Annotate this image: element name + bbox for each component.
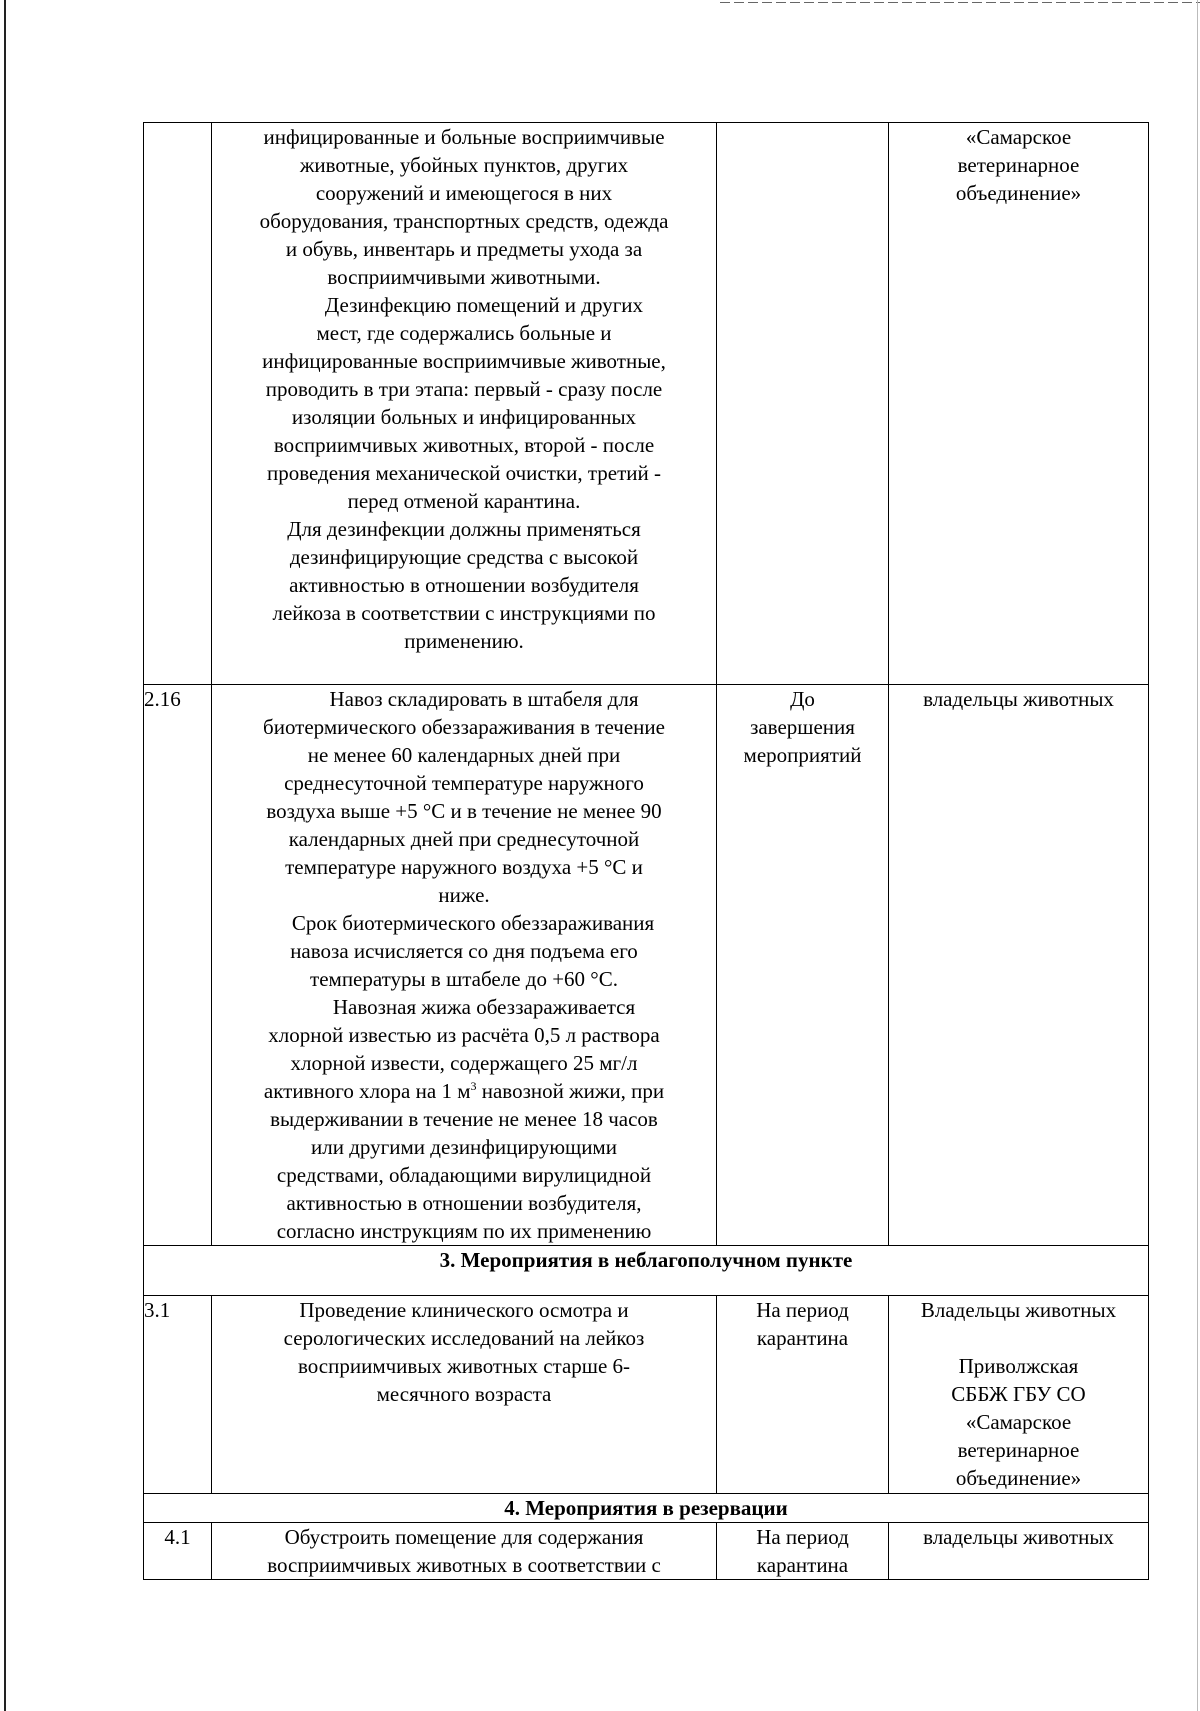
description-paragraph: Дезинфекцию помещений и других мест, где содержались больные и инфицированные восприимчивые животные, проводить в три этапа: первый - сразу после изоляции больных и инфицированных восприимчивых животных, второй - после проведения механической очистки, третий - перед отменой карантина. <box>262 293 666 513</box>
row-term: На период карантина <box>717 1296 889 1494</box>
section-heading-row <box>144 1246 1149 1296</box>
row-description <box>212 685 717 1246</box>
row-term: До завершения мероприятий <box>717 685 889 1246</box>
scan-edge-top <box>720 2 1200 3</box>
description-paragraph: Срок биотермического обеззараживания навоза исчисляется со дня подъема его температуры в штабеле до +60 °С. <box>290 911 655 991</box>
row-responsible: «Самарское ветеринарное объединение» <box>889 123 1149 685</box>
row-term <box>717 123 889 685</box>
table-row <box>144 123 1149 685</box>
row-number: 3.1 <box>144 1296 212 1494</box>
description-paragraph: инфицированные и больные восприимчивые животные, убойных пунктов, других сооружений и имеющегося в них оборудования, транспортных средств, одежда и обувь, инвентарь и предметы ухода за восприимчивыми животными. <box>259 125 669 289</box>
superscript-unit: 3 <box>470 1079 477 1093</box>
row-responsible: Владельцы животных Приволжская СББЖ ГБУ СО «Самарское ветеринарное объединение» <box>889 1296 1149 1494</box>
row-number <box>144 123 212 685</box>
description-paragraph: Навоз складировать в штабеля для биотермического обеззараживания в течение не менее 60 календарных дней при среднесуточной температуре наружного воздуха выше +5 °С и в течение не менее 90 календарных дней при среднесуточной температуре наружного воздуха +5 °С и ниже. <box>263 687 665 907</box>
table-row <box>144 685 1149 1246</box>
row-description: Обустроить помещение для содержания восприимчивых животных в соответствии с <box>212 1523 717 1580</box>
row-number: 2.16 <box>144 685 212 1246</box>
table-row <box>144 1523 1149 1580</box>
row-number: 4.1 <box>144 1523 212 1580</box>
scan-edge-left <box>4 0 6 1711</box>
row-description <box>212 123 717 685</box>
scan-edge-right <box>1197 0 1198 1711</box>
description-paragraph: Для дезинфекции должны применяться дезинфицирующие средства с высокой активностью в отношении возбудителя лейкоза в соответствии с инструкциями по применению. <box>272 517 656 653</box>
description-line-with-superscript: активного хлора на 1 $м^3$ навозной жижи, при выдерживании в течение не менее 18 часов или другими дезинфицирующими средствами, обладающими вирулицидной активностью в отношении возбудителя, согласно инструкциям по их применению <box>263 1079 665 1243</box>
section-title: 4. Мероприятия в резервации <box>144 1494 1149 1523</box>
row-responsible: владельцы животных <box>889 685 1149 1246</box>
description-paragraph: Навозная жижа обеззараживается хлорной известью из расчёта 0,5 л раствора хлорной извести, содержащего 25 мг/л <box>268 995 660 1075</box>
section-heading-row <box>144 1494 1149 1523</box>
table-row <box>144 1296 1149 1494</box>
measures-table <box>143 122 1149 1580</box>
section-title: 3. Мероприятия в неблагополучном пункте <box>144 1246 1149 1296</box>
row-responsible: владельцы животных <box>889 1523 1149 1580</box>
row-description: Проведение клинического осмотра и серологических исследований на лейкоз восприимчивых животных старше 6- месячного возраста <box>212 1296 717 1494</box>
row-term: На период карантина <box>717 1523 889 1580</box>
spacer <box>889 1324 1148 1352</box>
